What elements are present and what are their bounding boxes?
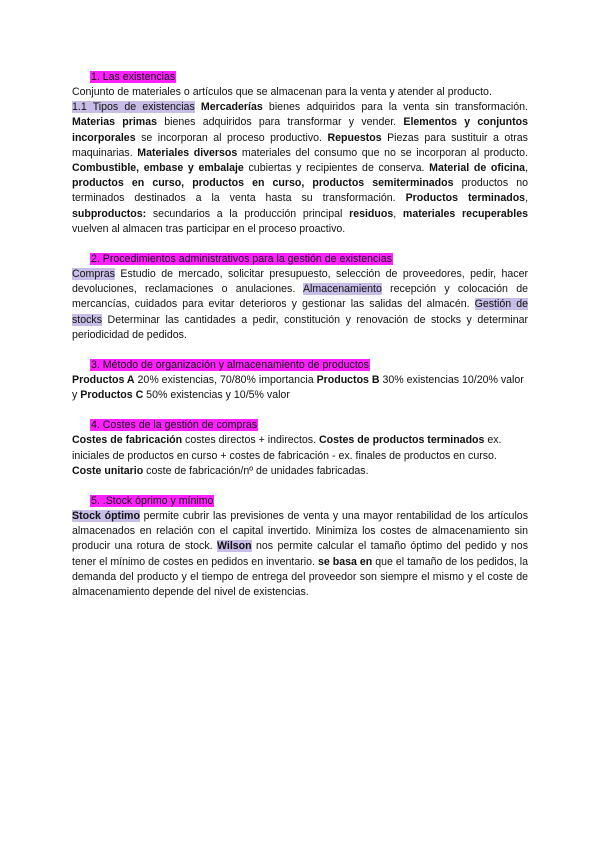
section-1-intro: Conjunto de materiales o artículos que se almacenan para la venta y atender al producto. <box>72 86 492 98</box>
section-2-body: Compras Estudio de mercado, solicitar presupuesto, selección de proveedores, pedir, hacer devoluciones, reclamaciones o anulaciones. Almacenamiento recepción y colocación de mercancías, cuidados para evitar deterioros y gestionar las salidas del almacén. Gestión de stocks Determinar las cantidades a pedir, constitución y renovación de stocks y determinar periodicidad de pedidos. <box>72 268 528 341</box>
spacer <box>72 237 528 252</box>
term-combustible: Combustible, embase y embalaje <box>72 162 244 175</box>
spacer <box>72 343 528 358</box>
term-materias-primas: Materias primas <box>72 116 157 129</box>
term-wilson: Wilson <box>216 540 252 553</box>
term-productos-b: Productos B <box>316 374 380 387</box>
section-4-heading: 4. Costes de la gestión de compras <box>91 419 258 432</box>
spacer <box>72 479 528 494</box>
section-3-heading: 3. Método de organización y almacenamiento de productos <box>91 359 369 372</box>
term-subproductos: subproductos: <box>72 207 147 220</box>
term-almacenamiento: Almacenamiento <box>302 283 382 296</box>
spacer <box>72 403 528 418</box>
term-costes-productos-terminados: Costes de productos terminados <box>319 434 485 447</box>
term-material-oficina: Material de oficina <box>429 162 526 175</box>
term-gestion-stocks: Gestión de stocks <box>72 298 528 326</box>
document-page <box>72 70 528 600</box>
section-4-body: Costes de fabricación costes directos + indirectos. Costes de productos terminados ex. iniciales de productos en curso + costes de fabricación - ex. finales de productos en curso. Coste unitario coste de fabricación/nº de unidades fabricadas. <box>72 434 502 477</box>
section-5-body: Stock óptimo permite cubrir las previsiones de venta y una mayor rentabilidad de los artículos almacenados en relación con el capital invertido. Minimiza los costes de almacenamiento sin producir una rotura de stock. Wilson nos permite calcular el tamaño óptimo del pedido y nos tener el mínimo de costes en pedidos en inventario. se basa en que el tamaño de los pedidos, la demanda del producto y el tiempo de entrega del proveedor son siempre el mismo y el coste de almacenamiento depende del nivel de existencias. <box>72 510 528 599</box>
term-costes-fabricacion: Costes de fabricación <box>72 434 183 447</box>
section-1-body: 1.1 Tipos de existencias Mercaderías bienes adquiridos para la venta sin transformación. Materias primas bienes adquiridos para transformar y vender. Elementos y conjuntos incorporales se incorporan al proceso productivo. Repuestos Piezas para sustituir a otras maquinarias. Materiales diversos materiales del consumo que no se incorporan al producto. Combustible, embase y embalaje cubiertas y recipientes de conserva. Material de oficina, productos en curso, productos en curso, productos semiterminados productos no terminados destinados a la venta hasta su transformación. Productos terminados, subproductos: secundarios a la producción principal residuos, materiales recuperables vuelven al almacen tras participar en el proceso proactivo. <box>72 101 529 235</box>
term-stock-optimo: Stock óptimo <box>72 510 140 523</box>
term-se-basa-en: se basa en <box>317 555 373 568</box>
term-repuestos: Repuestos <box>327 131 382 144</box>
term-compras: Compras <box>72 268 115 281</box>
term-productos-a: Productos A <box>72 374 135 387</box>
section-2-heading: 2. Procedimientos administrativos para la gestión de existencias <box>91 253 392 266</box>
term-residuos: residuos <box>349 207 394 220</box>
section-3-body: Productos A 20% existencias, 70/80% importancia Productos B 30% existencias 10/20% valor y Productos C 50% existencias y 10/5% valor <box>72 374 524 402</box>
section-5-heading: 5. .Stock óprimo y mínimo <box>91 495 214 508</box>
term-materiales-diversos: Materiales diversos <box>137 146 238 159</box>
tipos-label: 1.1 Tipos de existencias <box>72 101 195 114</box>
term-productos-c: Productos C <box>80 389 144 402</box>
term-materiales-recuperables: materiales recuperables <box>402 207 529 220</box>
term-productos-terminados: Productos terminados <box>405 192 526 205</box>
section-1-heading: 1. Las existencias <box>91 71 176 83</box>
term-productos-curso: productos en curso, productos en curso, productos semiterminados <box>72 177 454 190</box>
term-mercaderias: Mercaderías <box>200 101 263 114</box>
term-elementos: Elementos y conjuntos incorporales <box>72 116 528 144</box>
term-coste-unitario: Coste unitario <box>72 464 144 477</box>
